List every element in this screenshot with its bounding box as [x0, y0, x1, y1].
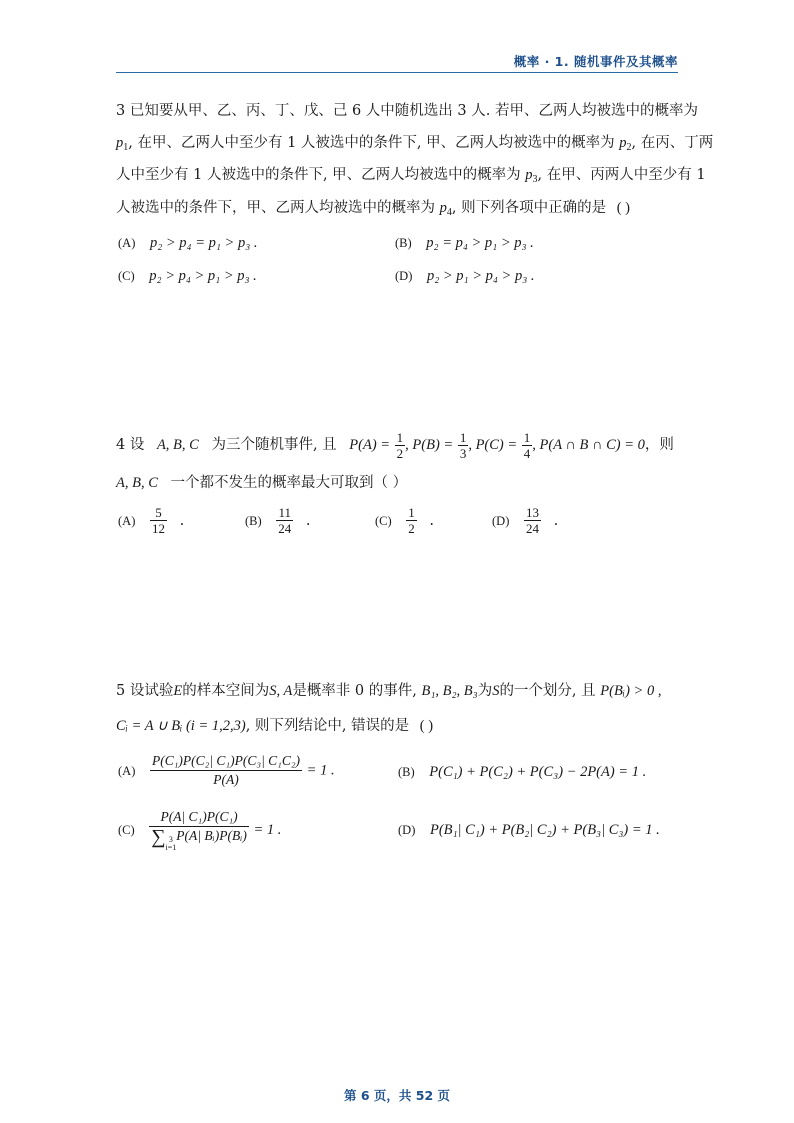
q5-option-b[interactable] [398, 762, 646, 782]
q3-text-2-end: , 在丙、丁两 [631, 135, 714, 151]
q3-text-1: 已知要从甲、乙、丙、丁、戊、己 6 人中随机选出 3 人. 若甲、乙两人均被选中的概率为 [129, 103, 698, 119]
frac-num: 1 [459, 429, 467, 445]
option-label: (D) [398, 823, 416, 837]
frac-num: 1 [523, 429, 531, 445]
q4-pabc: , P(A ∩ B ∩ C) = 0 [532, 437, 645, 453]
frac-num: 1 [396, 429, 404, 445]
q3-option-b[interactable] [395, 233, 534, 253]
option-frac [276, 505, 293, 536]
q4-number: 4 [116, 437, 126, 453]
q3-line-3 [116, 165, 706, 190]
q4-text-2: 一个都不发生的概率最大可取到（ ） [170, 475, 408, 491]
q4-events: A, B, C [156, 437, 199, 453]
q5-text-c: 是概率非 0 的事件, [292, 683, 417, 699]
frac-den: 24 [525, 521, 539, 536]
q4-frac-c [522, 430, 533, 461]
q3-option-a[interactable] [118, 233, 258, 253]
q3-line-1 [116, 101, 698, 121]
frac-num: 1 [408, 505, 415, 520]
option-expr: p₂ > p₄ > p₁ > p₃ . [149, 268, 257, 284]
option-frac [406, 505, 417, 536]
option-rhs: = 1 . [306, 762, 335, 779]
q3-p4: $p_4$ [439, 200, 452, 218]
option-label: (C) [375, 513, 392, 528]
frac-num: 11 [276, 505, 293, 521]
q3-text-4: 人被选中的条件下，甲、乙两人均被选中的概率为 [116, 200, 435, 216]
frac-num: P(A| C₁)P(C₁) [149, 808, 249, 827]
q3-text-4-end: , 则下列各项中正确的是 [451, 200, 607, 216]
q4-frac-a [395, 430, 406, 461]
frac-den: 2 [408, 521, 415, 536]
option-label: (B) [398, 765, 415, 779]
q4-mid: 为三个随机事件, 且 [211, 437, 337, 453]
option-expr: P(C₁) + P(C₂) + P(C₃) − 2P(A) = 1 . [429, 764, 647, 780]
q4-pa: P(A) = [349, 437, 391, 453]
frac-den: 24 [278, 521, 292, 536]
option-expr: p₂ = p₄ > p₁ > p₃ . [426, 235, 534, 251]
q3-answer-paren: ( ) [616, 200, 630, 216]
q5-option-c[interactable] [118, 808, 281, 852]
option-label: (A) [118, 236, 136, 250]
option-label: (A) [118, 763, 136, 778]
sum-body: P(A| Bᵢ)P(Bᵢ) [176, 828, 247, 843]
q4-line-1 [116, 428, 674, 462]
running-header: 概率 · 1. 随机事件及其概率 [513, 54, 678, 69]
q4-option-b[interactable] [245, 505, 311, 536]
frac-den [149, 827, 249, 852]
frac-num: P(C₁)P(C₂| C₁)P(C₃| C₁C₂) [150, 752, 302, 771]
q3-p2: $p_2$ [619, 135, 632, 153]
option-expr: p₂ > p₄ = p₁ > p₃ . [149, 235, 258, 251]
q5-S2: S [492, 683, 500, 699]
q5-ci-def: Cᵢ = A ∪ Bᵢ (i = 1,2,3) [116, 718, 246, 734]
frac-num: 5 [150, 505, 167, 521]
option-dot: . [429, 512, 434, 529]
q4-line-2 [116, 473, 407, 493]
q5-Bs: B₁, B₂, B₃ [421, 683, 478, 699]
option-frac [150, 505, 167, 536]
option-label: (C) [118, 269, 135, 283]
q4-intro: 设 [129, 437, 145, 453]
q5-text-a: 设试验 [129, 683, 174, 699]
option-frac [149, 808, 249, 852]
q5-option-d[interactable] [398, 820, 660, 840]
header-rule [116, 72, 678, 73]
option-label: (B) [245, 513, 262, 528]
frac-den: 12 [151, 521, 165, 536]
frac-den: 2 [396, 445, 404, 461]
q5-text-d: 为 [477, 683, 493, 699]
q4-frac-b [458, 430, 469, 461]
frac-den: P(A) [213, 772, 239, 787]
q5-line-1 [116, 681, 661, 701]
q5-option-a[interactable] [118, 752, 335, 789]
option-label: (D) [492, 513, 510, 528]
q3-text-2: , 在甲、乙两人中至少有 1 人被选中的条件下, 甲、乙两人均被选中的概率为 [128, 135, 615, 151]
q3-p3: $p_3$ [525, 167, 538, 185]
q5-pb: P(Bᵢ) > 0 , [600, 683, 662, 699]
q3-p1: $p_1$ [116, 135, 129, 153]
option-expr: P(B₁| C₁) + P(B₂| C₂) + P(B₃| C₃) = 1 . [429, 822, 660, 838]
q5-text-b: 的样本空间为 [182, 683, 270, 699]
option-frac [524, 505, 541, 536]
sum-lower: i=1 [165, 843, 177, 852]
sum-symbol: ∑ [151, 826, 166, 848]
q5-text-e: 的一个划分, 且 [499, 683, 596, 699]
q5-S: S, A [269, 683, 293, 699]
q3-text-3: 人中至少有 1 人被选中的条件下, 甲、乙两人均被选中的概率为 [116, 167, 521, 183]
option-label: (B) [395, 236, 412, 250]
q5-answer-paren: ( ) [419, 718, 434, 734]
page-footer: 第 6 页，共 52 页 [344, 1088, 450, 1103]
option-frac [150, 752, 302, 789]
q3-option-d[interactable] [395, 266, 535, 286]
option-rhs: = 1 . [253, 822, 282, 838]
sum-limits [166, 836, 177, 852]
q3-number: 3 [116, 103, 126, 119]
option-label: (D) [395, 269, 413, 283]
q4-events-2: A, B, C [116, 475, 158, 491]
frac-den: 4 [523, 445, 531, 461]
q4-tail: ，则 [644, 437, 674, 453]
q4-pb: , P(B) = [405, 437, 454, 453]
q3-text-3-end: , 在甲、丙两人中至少有 1 [537, 167, 706, 183]
option-dot: . [305, 512, 311, 529]
q4-option-c[interactable] [375, 505, 434, 536]
q4-option-a[interactable] [118, 505, 184, 536]
frac-den: 3 [459, 445, 467, 461]
option-dot: . [553, 512, 559, 529]
q5-line-2 [116, 716, 433, 736]
option-expr: p₂ > p₁ > p₄ > p₃ . [426, 268, 535, 284]
q5-E: E [173, 683, 183, 699]
q3-option-c[interactable] [118, 266, 257, 286]
option-dot: . [179, 512, 185, 529]
option-label: (C) [118, 823, 135, 837]
q5-text-2: , 则下列结论中, 错误的是 [245, 718, 410, 734]
frac-num: 13 [525, 505, 539, 520]
q4-pc: , P(C) = [468, 437, 518, 453]
sum-upper: 3 [168, 835, 173, 844]
q5-number: 5 [116, 683, 126, 699]
option-label: (A) [118, 513, 136, 528]
q3-line-2 [116, 133, 713, 158]
q3-line-4 [116, 198, 630, 223]
q4-option-d[interactable] [492, 505, 558, 536]
